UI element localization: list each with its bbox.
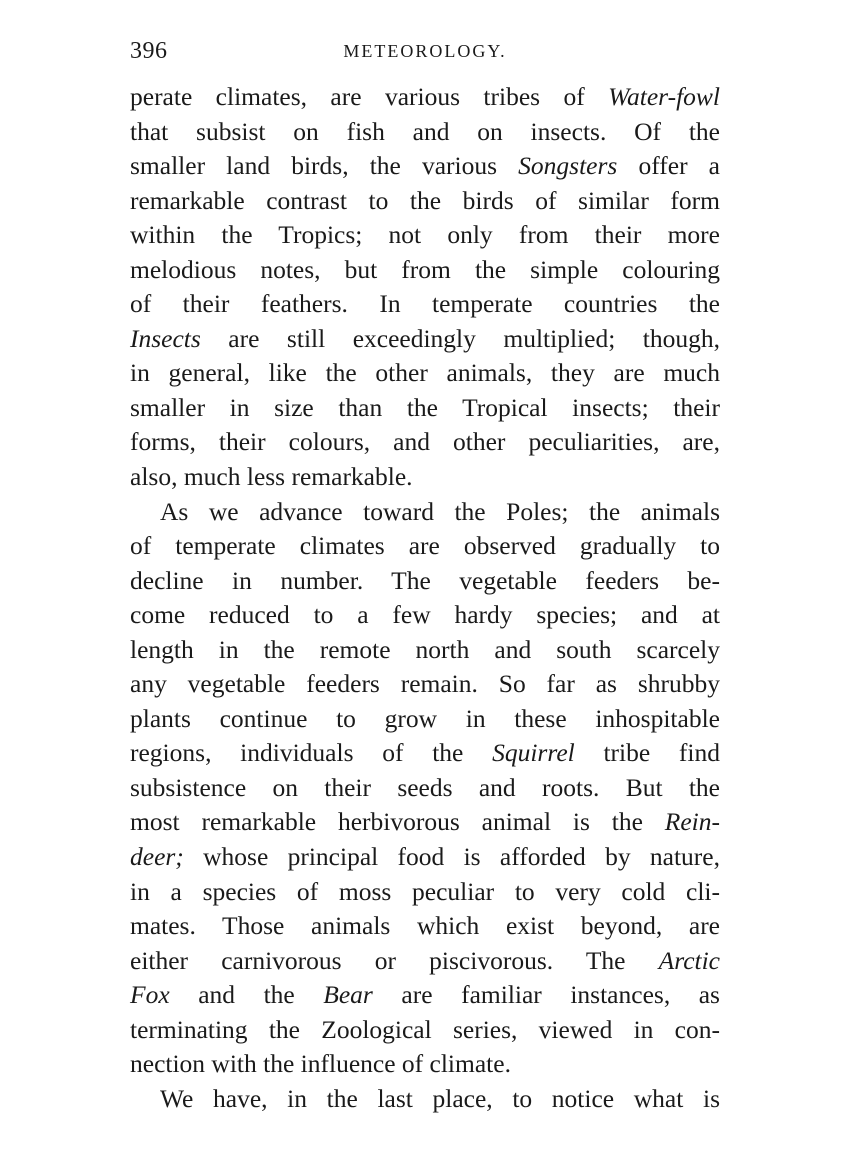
text-line: of temperate climates are observed gradually to [130,531,720,561]
paragraph [130,1082,720,1117]
text-line: remarkable contrast to the birds of similar form [130,185,720,215]
text-line: any vegetable feeders remain. So far as shrubby [130,669,720,699]
paragraph [130,495,720,1082]
text-line: regions, individuals of the Squirrel tribe find [130,738,720,768]
text-line: come reduced to a few hardy species; and at [130,600,720,630]
text-line: As we advance toward the Poles; the animals [160,496,720,526]
text-line: either carnivorous or piscivorous. The Arctic [130,945,720,975]
text-line: subsistence on their seeds and roots. But the [130,772,720,802]
paragraph [130,80,720,495]
text-line: that subsist on fish and on insects. Of the [130,116,720,146]
page-header [130,38,720,68]
text-line: length in the remote north and south scarcely [130,634,720,664]
text-line: smaller land birds, the various Songsters offer a [130,151,721,181]
text-line: Fox and the Bear are familiar instances, as [130,980,720,1010]
text-line: in a species of moss peculiar to very cold cli- [130,876,720,906]
text-line: perate climates, are various tribes of Water-fowl [130,82,720,111]
page-number: 396 [130,38,168,64]
running-title: METEOROLOGY. [343,41,507,61]
text-line: decline in number. The vegetable feeders be- [130,565,720,595]
text-line: Insects are still exceedingly multiplied; though, [130,323,720,353]
text-line: plants continue to grow in these inhospitable [130,703,720,733]
text-line: deer; whose principal food is afforded by nature, [130,842,720,872]
text-line: We have, in the last place, to notice what is [160,1083,720,1113]
text-line: mates. Those animals which exist beyond, are [130,911,720,941]
text-line: smaller in size than the Tropical insects; their [130,392,720,422]
text-line: in general, like the other animals, they are much [130,358,720,388]
text-line: also, much less remarkable. [130,462,413,492]
text-line: most remarkable herbivorous animal is the Rein- [130,807,720,837]
body-text [130,80,720,1116]
text-line: forms, their colours, and other peculiarities, are, [130,427,720,457]
text-line: within the Tropics; not only from their more [130,220,720,250]
text-line: of their feathers. In temperate countries the [130,289,720,319]
text-line: terminating the Zoological series, viewed in con- [130,1014,720,1044]
text-line: melodious notes, but from the simple colouring [130,254,720,284]
text-line: nection with the influence of climate. [130,1049,511,1079]
